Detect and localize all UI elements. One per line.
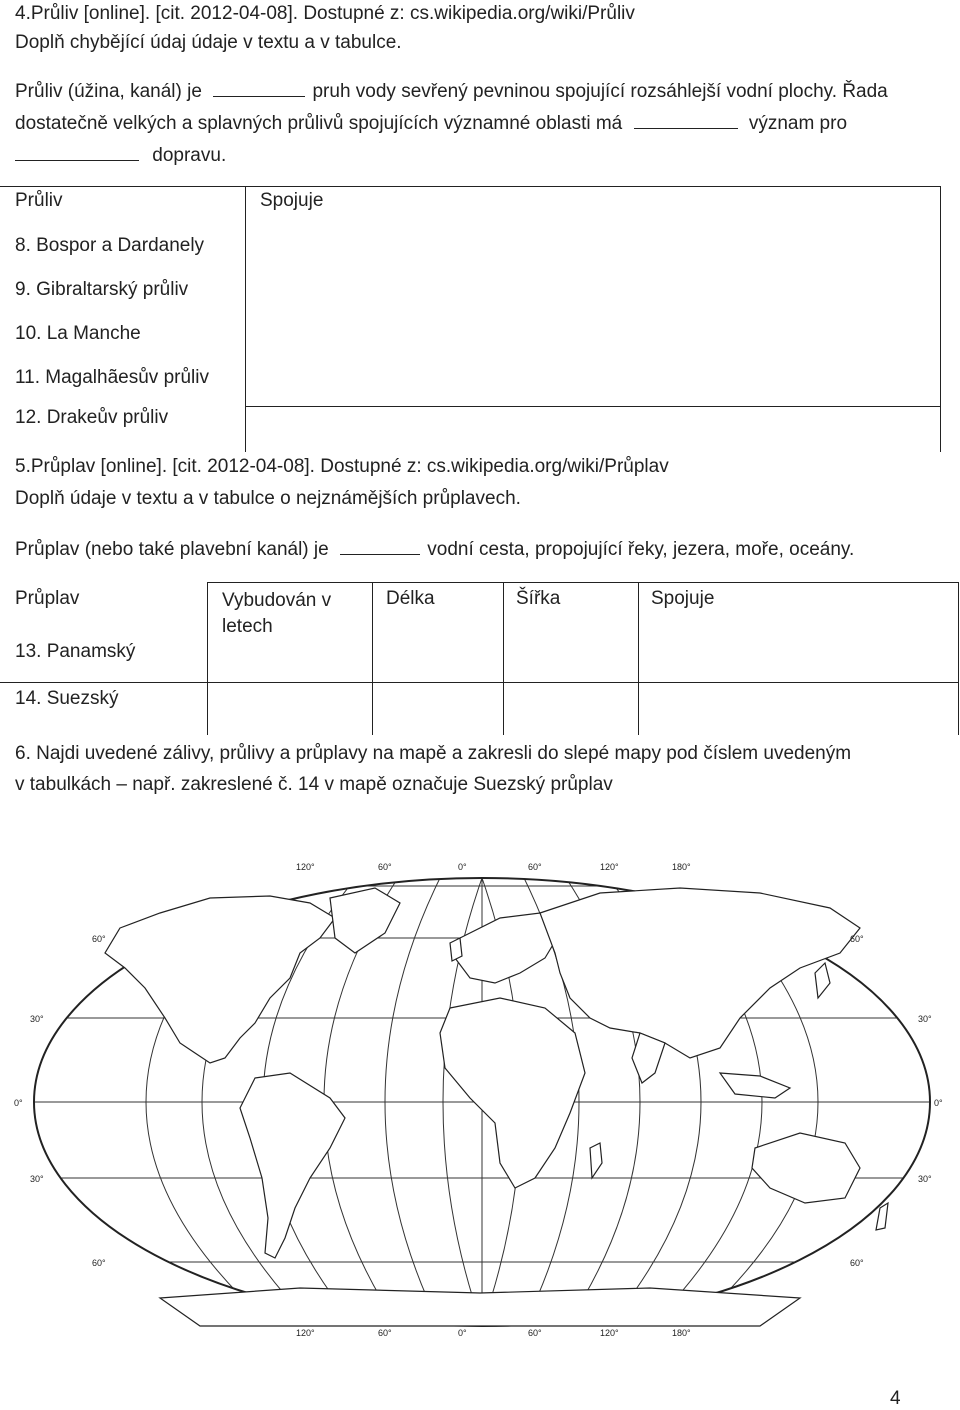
- canals-table: [0, 582, 959, 735]
- text-fragment: vodní cesta, propojující řeky, jezera, moře, oceány.: [427, 539, 855, 560]
- built-col-header: Vybudován v letech: [222, 590, 332, 637]
- lon-label: 120°: [296, 1328, 315, 1338]
- strait-row: 9. Gibraltarský průliv: [15, 278, 189, 300]
- text-fragment: pruh vody sevřený pevninou spojující rozsáhlejší vodní plochy. Řada: [312, 81, 888, 102]
- lon-label: 60°: [378, 1328, 392, 1338]
- length-col-header: Délka: [386, 588, 435, 609]
- fill-blank-1[interactable]: [213, 78, 305, 97]
- lat-label: 0°: [934, 1098, 943, 1108]
- asia: [540, 888, 860, 1058]
- lat-label: 60°: [92, 1258, 106, 1268]
- british-isles: [450, 938, 462, 961]
- australia: [752, 1133, 860, 1203]
- lon-label: 0°: [458, 1328, 467, 1338]
- paragraph-line-1: [15, 78, 888, 103]
- lon-label: 180°: [672, 1328, 691, 1338]
- antarctica: [160, 1288, 800, 1326]
- width-header-cell: [504, 583, 639, 683]
- strait-last-cell: [0, 407, 246, 452]
- lat-label: 30°: [30, 1014, 44, 1024]
- canal-header-cell: [0, 583, 208, 683]
- lon-label: 60°: [528, 1328, 542, 1338]
- length-header-cell: [373, 583, 504, 683]
- lon-label: 60°: [528, 862, 542, 872]
- page-number: 4: [890, 1388, 901, 1409]
- lon-label: 60°: [378, 862, 392, 872]
- lon-label: 120°: [296, 862, 315, 872]
- strait-row: 8. Bospor a Dardanely: [15, 234, 205, 256]
- strait-row: 11. Magalhãesův průliv: [15, 366, 209, 388]
- text-fragment: dopravu.: [152, 145, 227, 166]
- straits-col-header: Průliv: [15, 190, 63, 211]
- instruction-4: Doplň chybějící údaj údaje v textu a v tabulce.: [15, 32, 402, 53]
- text-fragment: Průliv (úžina, kanál) je: [15, 81, 202, 102]
- text-fragment: význam pro: [748, 113, 848, 134]
- canal-row: 13. Panamský: [15, 640, 136, 662]
- text-fragment: dostatečně velkých a splavných průlivů spojujících významné oblasti má: [15, 113, 623, 134]
- answer-cell[interactable]: [373, 683, 504, 735]
- india: [632, 1033, 665, 1083]
- answer-cell[interactable]: [639, 683, 959, 735]
- greenland: [330, 888, 400, 953]
- canal-row: 14. Suezský: [15, 688, 119, 709]
- japan: [815, 963, 830, 998]
- madagascar: [590, 1143, 602, 1178]
- source-citation-5: 5.Průplav [online]. [cit. 2012-04-08]. Dostupné z: cs.wikipedia.org/wiki/Průplav: [15, 456, 669, 477]
- source-citation-4: 4.Průliv [online]. [cit. 2012-04-08]. Dostupné z: cs.wikipedia.org/wiki/Průliv: [15, 3, 635, 24]
- instruction-6-line-2: v tabulkách – např. zakreslené č. 14 v mapě označuje Suezský průplav: [15, 774, 613, 795]
- lat-label: 30°: [30, 1174, 44, 1184]
- instruction-6-line-1: 6. Najdi uvedené zálivy, průlivy a průplavy na mapě a zakresli do slepé mapy pod číslem uvedeným: [15, 743, 852, 764]
- strait-row: 12. Drakeův průliv: [15, 406, 169, 428]
- instruction-5: Doplň údaje v textu a v tabulce o nejznámějších průplavech.: [15, 488, 521, 509]
- text-fragment: Průplav (nebo také plavební kanál) je: [15, 539, 329, 560]
- straits-list-cell: [0, 231, 246, 407]
- built-header-cell: [208, 583, 373, 683]
- connects-header-cell: [246, 187, 941, 231]
- lon-label: 120°: [600, 1328, 619, 1338]
- canal-col-header: Průplav: [15, 587, 80, 609]
- straits-table: [0, 186, 941, 452]
- paragraph-line-2: [15, 110, 847, 135]
- canal-row-cell: [0, 683, 208, 735]
- africa: [440, 998, 585, 1188]
- lat-label: 30°: [918, 1174, 932, 1184]
- connects-answer-cell[interactable]: [246, 407, 941, 452]
- fill-blank-2[interactable]: [634, 110, 738, 129]
- lat-label: 30°: [918, 1014, 932, 1024]
- lat-label: 60°: [850, 934, 864, 944]
- southeast-asia-islands: [720, 1073, 790, 1098]
- north-america: [105, 896, 335, 1063]
- lon-label: 0°: [458, 862, 467, 872]
- lon-label: 180°: [672, 862, 691, 872]
- blank-world-map[interactable]: [0, 858, 960, 1338]
- connects-col-header: Spojuje: [651, 588, 715, 609]
- fill-blank-4[interactable]: [340, 536, 420, 555]
- lon-label: 120°: [600, 862, 619, 872]
- answer-cell[interactable]: [208, 683, 373, 735]
- lat-label: 0°: [14, 1098, 23, 1108]
- width-col-header: Šířka: [516, 588, 561, 609]
- paragraph-line-3: [15, 142, 226, 167]
- south-america: [240, 1073, 345, 1258]
- connects-header-cell: [639, 583, 959, 683]
- connects-answer-cell[interactable]: [246, 231, 941, 407]
- lat-label: 60°: [850, 1258, 864, 1268]
- fill-blank-3[interactable]: [15, 142, 139, 161]
- lat-label: 60°: [92, 934, 106, 944]
- answer-cell[interactable]: [504, 683, 639, 735]
- paragraph-canal: [15, 536, 854, 561]
- straits-list: [0, 231, 245, 389]
- connects-col-header: Spojuje: [260, 190, 324, 211]
- strait-row: 10. La Manche: [15, 322, 141, 344]
- straits-header-cell: [0, 187, 246, 231]
